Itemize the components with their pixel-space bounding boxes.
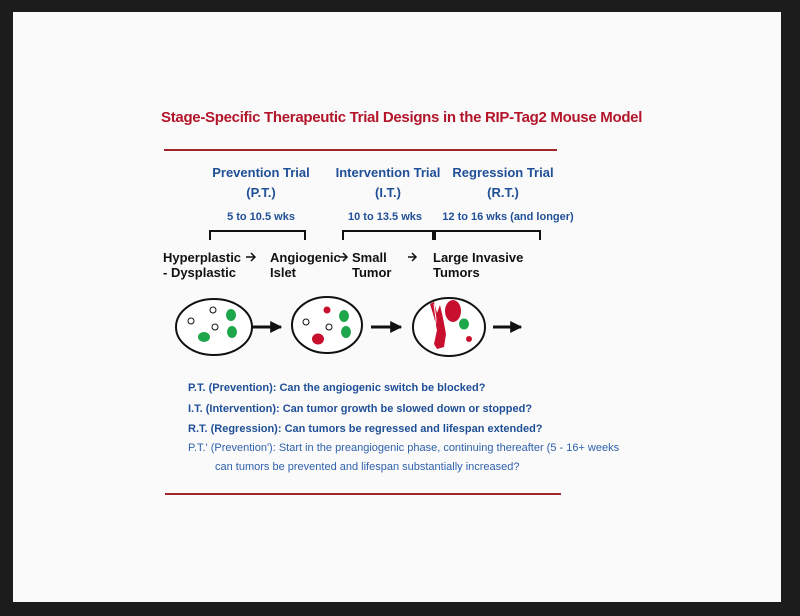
question-regression: R.T. (Regression): Can tumors be regressed and lifespan extended? [188, 423, 543, 435]
stage-line1: Large Invasive [433, 250, 524, 265]
stage-label-angiogenic [270, 250, 341, 280]
bracket-intervention [343, 231, 435, 240]
stage-line2: Tumors [433, 265, 480, 280]
trial-weeks-intervention: 10 to 13.5 wks [348, 211, 422, 223]
question-intervention: I.T. (Intervention): Can tumor growth be slowed down or stopped? [188, 403, 533, 415]
stage-line1: Small [352, 250, 387, 265]
trial-name: Intervention Trial [335, 165, 441, 180]
stage-label-large-tumors [433, 250, 523, 280]
bottom-rule [165, 493, 561, 495]
note-line2: can tumors be prevented and lifespan substantially increased? [215, 461, 520, 473]
islet-tumor [413, 298, 485, 356]
trial-name: Regression Trial [452, 165, 554, 180]
note-line1: P.T.' (Prevention'): Start in the preangiogenic phase, continuing thereafter (5 - 16+ weeks [188, 442, 620, 454]
stage-line1: Angiogenic [270, 250, 341, 265]
trial-weeks-regression: 12 to 16 wks (and longer) [442, 211, 574, 223]
trial-abbr: (P.T.) [246, 185, 276, 200]
islet-angiogenic [292, 297, 362, 353]
islet-hyperplastic [176, 299, 252, 355]
trial-name: Prevention Trial [212, 165, 310, 180]
trial-abbr: (R.T.) [487, 185, 519, 200]
stage-diagram [13, 12, 781, 602]
slide [13, 12, 781, 602]
stage-line2: Tumor [352, 265, 392, 280]
stage-label-small-tumor [352, 250, 391, 280]
stage-line1: Hyperplastic [163, 250, 242, 265]
trial-abbr: (I.T.) [375, 185, 401, 200]
trial-weeks-prevention: 5 to 10.5 wks [227, 211, 295, 223]
bracket-prevention [210, 231, 305, 240]
question-prevention: P.T. (Prevention): Can the angiogenic switch be blocked? [188, 382, 486, 394]
slide-title: Stage-Specific Therapeutic Trial Designs in the RIP-Tag2 Mouse Model [161, 109, 643, 126]
stage-label-hyperplastic [163, 250, 241, 280]
bracket-regression [433, 231, 540, 240]
stage-line2: - Dysplastic [163, 265, 236, 280]
stage-line2: Islet [270, 265, 297, 280]
